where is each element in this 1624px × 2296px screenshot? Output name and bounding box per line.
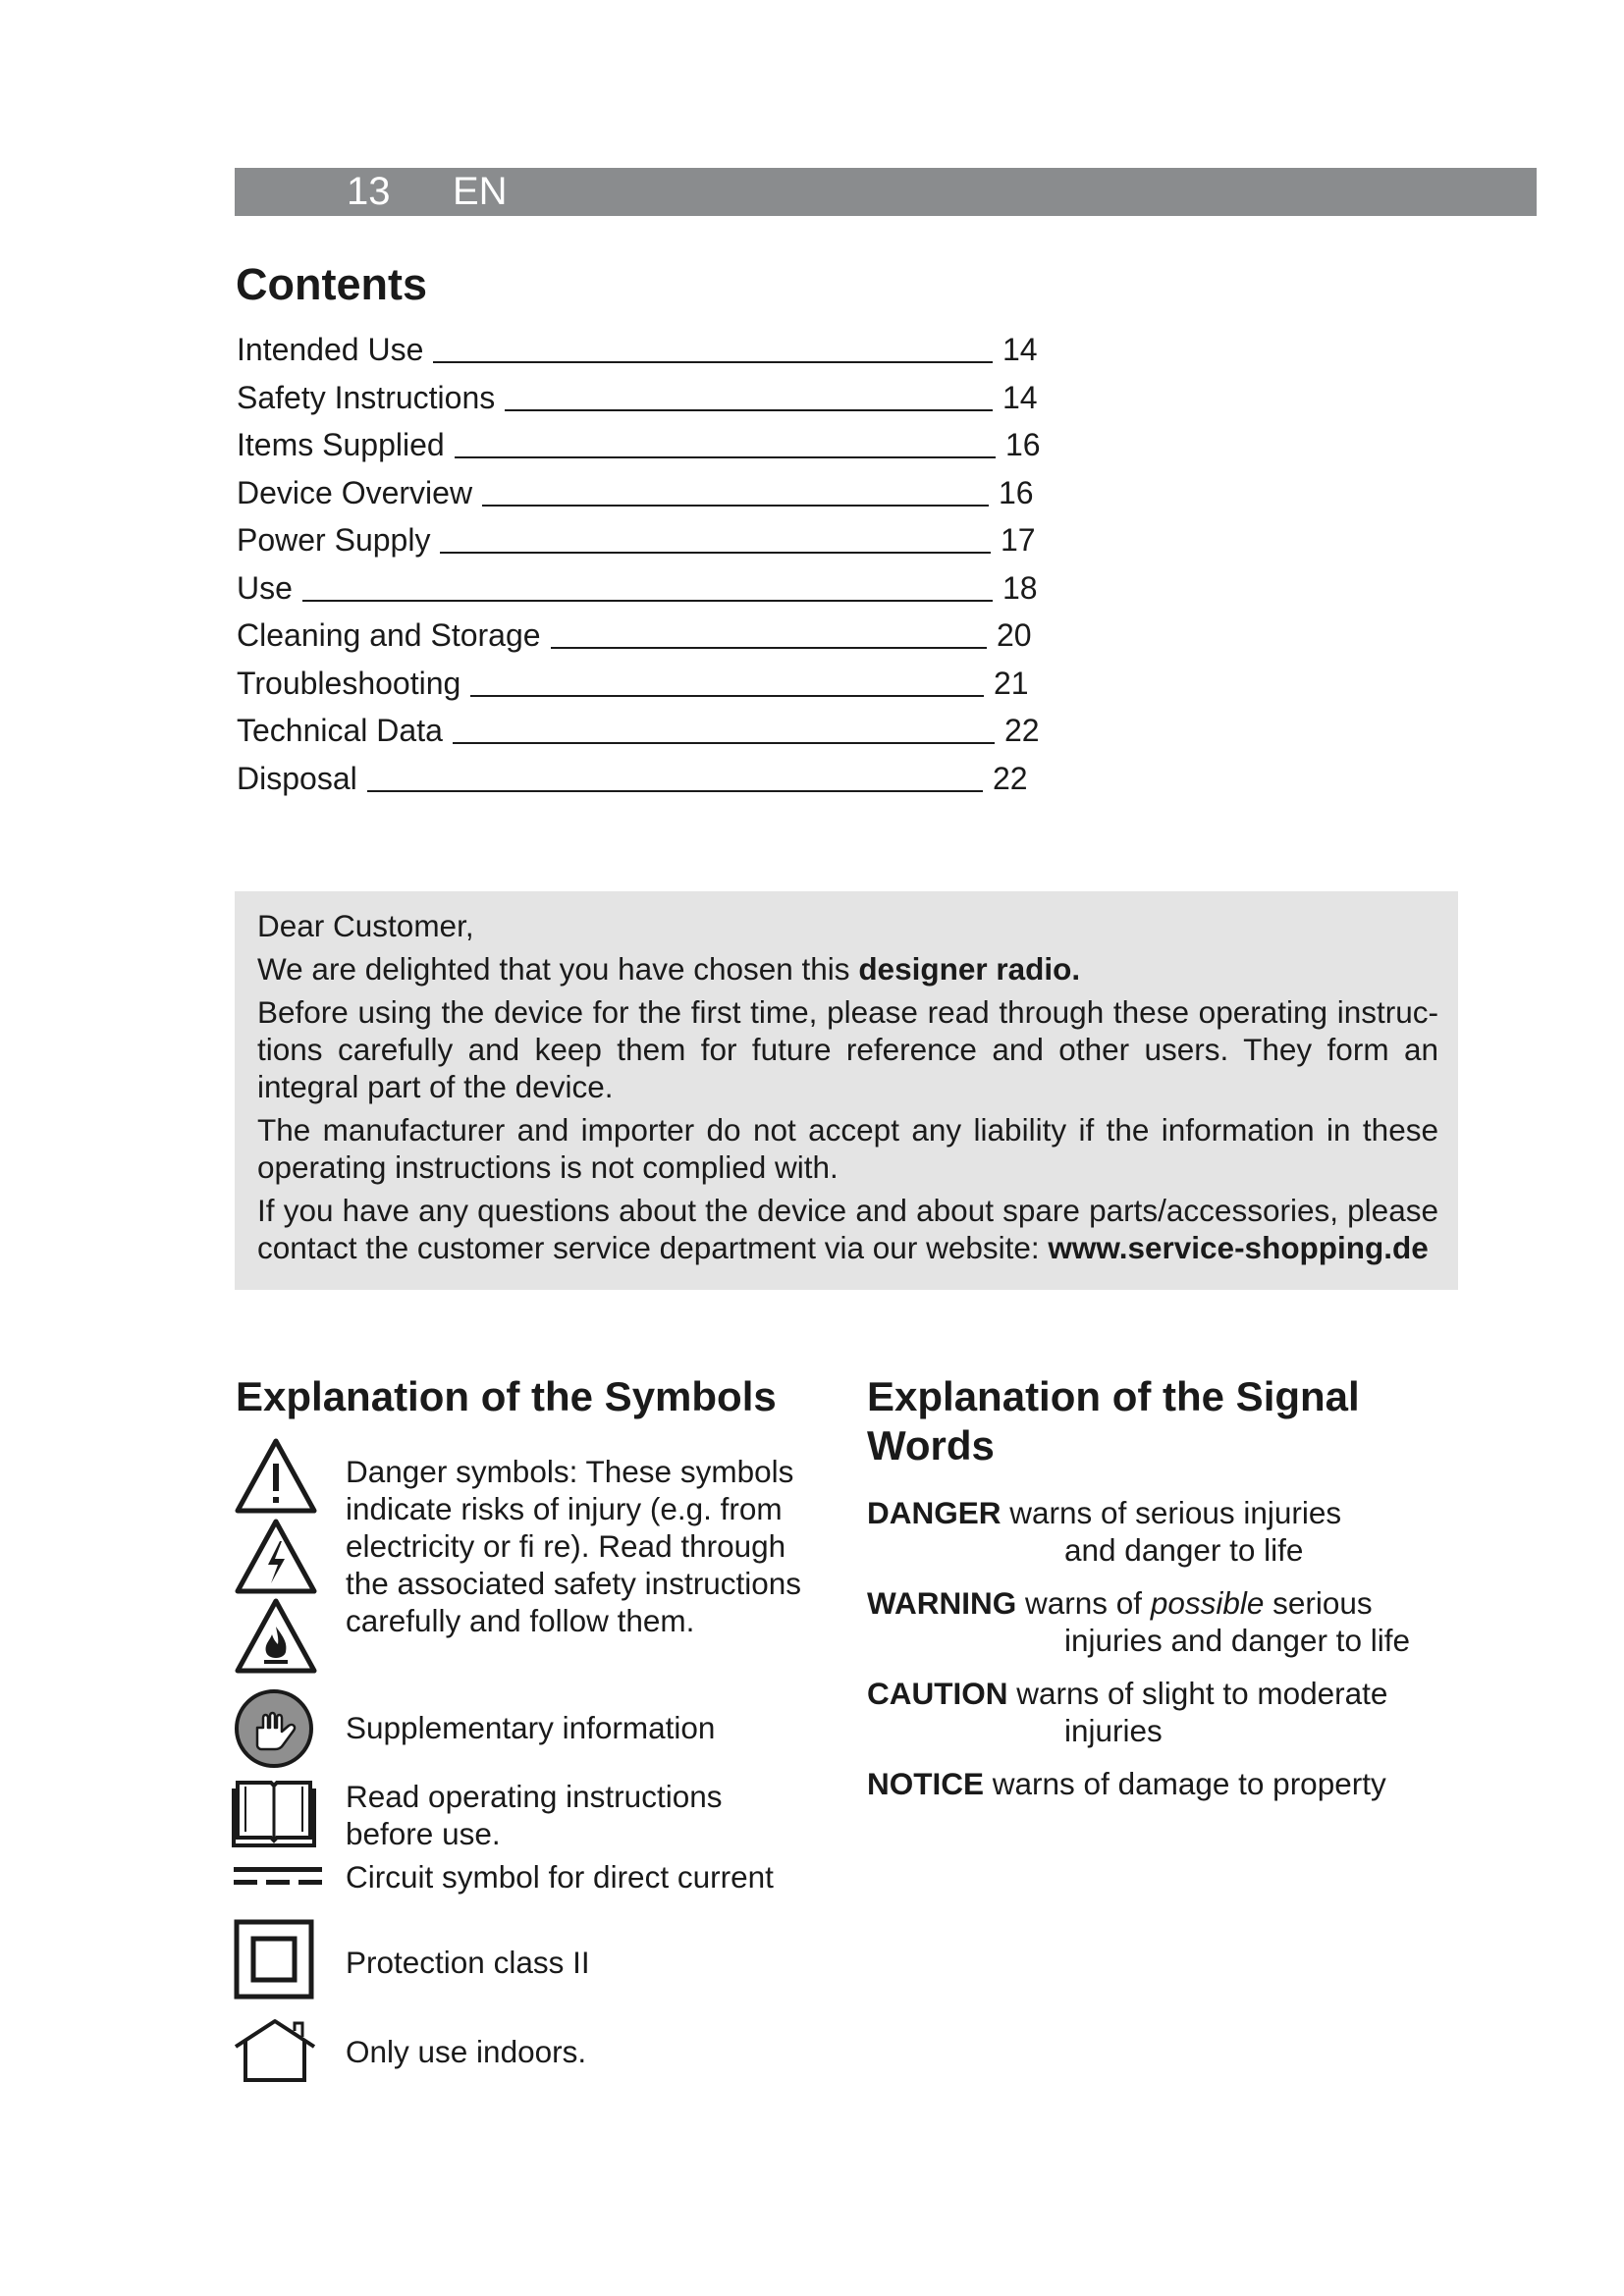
intro-text xyxy=(257,907,1438,1272)
hand-info-icon xyxy=(234,1688,314,1769)
protection-class-ii-icon xyxy=(234,1919,314,2000)
direct-current-text: Circuit symbol for direct current xyxy=(346,1859,774,1895)
fire-warning-icon xyxy=(234,1597,318,1676)
read-instructions-text: Read operating instructions before use. xyxy=(346,1779,723,1851)
intro-line1-text: We are delighted that you have chosen this xyxy=(257,951,859,987)
intro-para3: The manufacturer and importer do not accept any liability if the information in these operating instructions is not complied with. xyxy=(257,1112,1438,1185)
signal-caution-line2: injuries xyxy=(1064,1713,1163,1748)
toc-entry-label: Safety Instructions xyxy=(237,379,496,415)
toc-leader-line xyxy=(440,552,991,554)
signal-notice-line1 xyxy=(867,1765,1495,1802)
warning-triangle-icon xyxy=(234,1437,318,1516)
toc-entry[interactable] xyxy=(237,516,1042,564)
danger-desc: warns of serious injuries xyxy=(1001,1495,1342,1530)
toc-entry[interactable] xyxy=(237,660,1042,708)
toc-entry-label: Device Overview xyxy=(237,474,473,510)
warning-desc-post: serious xyxy=(1264,1585,1373,1621)
notice-word: NOTICE xyxy=(867,1766,985,1801)
toc-entry-label: Troubleshooting xyxy=(237,665,461,701)
toc-entry-label: Power Supply xyxy=(237,522,431,558)
protection-class-text: Protection class II xyxy=(346,1945,590,1980)
toc-leader-line xyxy=(367,790,983,792)
toc-entry-page: 16 xyxy=(999,474,1034,510)
toc-entry[interactable] xyxy=(237,326,1042,374)
electricity-warning-icon xyxy=(234,1518,318,1596)
signal-words-title: Explanation of the Signal Words xyxy=(867,1373,1360,1468)
toc-entry-label: Disposal xyxy=(237,760,357,796)
customer-intro-box xyxy=(235,891,1458,1290)
toc-leader-line xyxy=(455,456,996,458)
toc-entry-page: 18 xyxy=(1002,569,1038,606)
toc-entry[interactable] xyxy=(237,755,1042,803)
symbols-title: Explanation of the Symbols xyxy=(236,1373,777,1419)
signal-caution-line1 xyxy=(867,1675,1495,1712)
direct-current-icon xyxy=(234,1865,322,1889)
toc-entry[interactable] xyxy=(237,564,1042,613)
signal-danger-line2: and danger to life xyxy=(1064,1532,1304,1568)
notice-desc: warns of damage to property xyxy=(984,1766,1386,1801)
toc-entry-label: Cleaning and Storage xyxy=(237,617,541,653)
house-indoor-icon xyxy=(234,2017,316,2084)
signal-notice xyxy=(867,1765,1495,1802)
toc-entry[interactable] xyxy=(237,707,1042,755)
intro-para2: Before using the device for the first time, please read through these operating instruc-tions carefully and keep them for future reference and other users. They form an integral part of the device. xyxy=(257,994,1438,1104)
caution-word: CAUTION xyxy=(867,1676,1008,1711)
toc-entry-page: 16 xyxy=(1005,427,1041,462)
toc-entry-label: Use xyxy=(237,569,293,606)
signal-warning-line1 xyxy=(867,1584,1495,1622)
toc-entry[interactable] xyxy=(237,374,1042,422)
product-name: designer radio. xyxy=(858,951,1081,987)
toc-entry[interactable] xyxy=(237,612,1042,660)
warning-desc-pre: warns of xyxy=(1016,1585,1151,1621)
supplementary-info-text: Supplementary information xyxy=(346,1710,716,1745)
language-code: EN xyxy=(453,170,508,213)
page-number: 13 xyxy=(347,170,391,213)
intro-para4 xyxy=(257,1192,1438,1266)
toc-entry-page: 17 xyxy=(1001,522,1036,558)
toc-leader-line xyxy=(470,695,984,697)
toc-entry-page: 14 xyxy=(1002,379,1038,415)
toc-leader-line xyxy=(482,505,989,507)
page-header-bar xyxy=(235,168,1537,216)
toc-entry-page: 21 xyxy=(994,665,1029,701)
intro-greeting: Dear Customer, xyxy=(257,908,474,943)
toc-entry-page: 22 xyxy=(1004,713,1040,748)
toc-entry[interactable] xyxy=(237,469,1042,517)
toc-entry[interactable] xyxy=(237,421,1042,469)
intro-line1 xyxy=(257,950,1438,988)
signal-danger-line1 xyxy=(867,1494,1495,1531)
toc-leader-line xyxy=(505,409,993,411)
toc-entry-page: 20 xyxy=(997,617,1032,653)
toc-entry-label: Items Supplied xyxy=(237,427,445,462)
caution-desc: warns of slight to moderate xyxy=(1007,1676,1388,1711)
table-of-contents xyxy=(237,326,1042,802)
website-link[interactable]: www.service-shopping.de xyxy=(1048,1230,1429,1265)
signal-danger xyxy=(867,1494,1495,1569)
toc-leader-line xyxy=(551,647,987,649)
toc-leader-line xyxy=(433,361,993,363)
toc-entry-page: 14 xyxy=(1002,332,1038,367)
toc-entry-label: Intended Use xyxy=(237,332,424,367)
toc-leader-line xyxy=(453,742,995,744)
signal-warning-line2: injuries and danger to life xyxy=(1064,1623,1410,1658)
intro-para4-text: If you have any questions about the device and about spare parts/accessories, please contact the customer service department via our website: xyxy=(257,1193,1438,1265)
signal-caution xyxy=(867,1675,1495,1749)
toc-entry-label: Technical Data xyxy=(237,713,443,748)
danger-word: DANGER xyxy=(867,1495,1001,1530)
indoors-text: Only use indoors. xyxy=(346,2034,587,2069)
danger-symbols-text: Danger symbols: These symbols indicate risks of injury (e.g. from electricity or fi re). Read through the associated safety instructions carefully and follow them. xyxy=(346,1454,801,1638)
warning-desc-italic: possible xyxy=(1150,1585,1265,1621)
contents-title: Contents xyxy=(236,259,427,309)
signal-warning xyxy=(867,1584,1495,1659)
open-book-icon xyxy=(232,1777,316,1851)
warning-word: WARNING xyxy=(867,1585,1017,1621)
toc-entry-page: 22 xyxy=(993,760,1028,796)
toc-leader-line xyxy=(302,600,993,602)
